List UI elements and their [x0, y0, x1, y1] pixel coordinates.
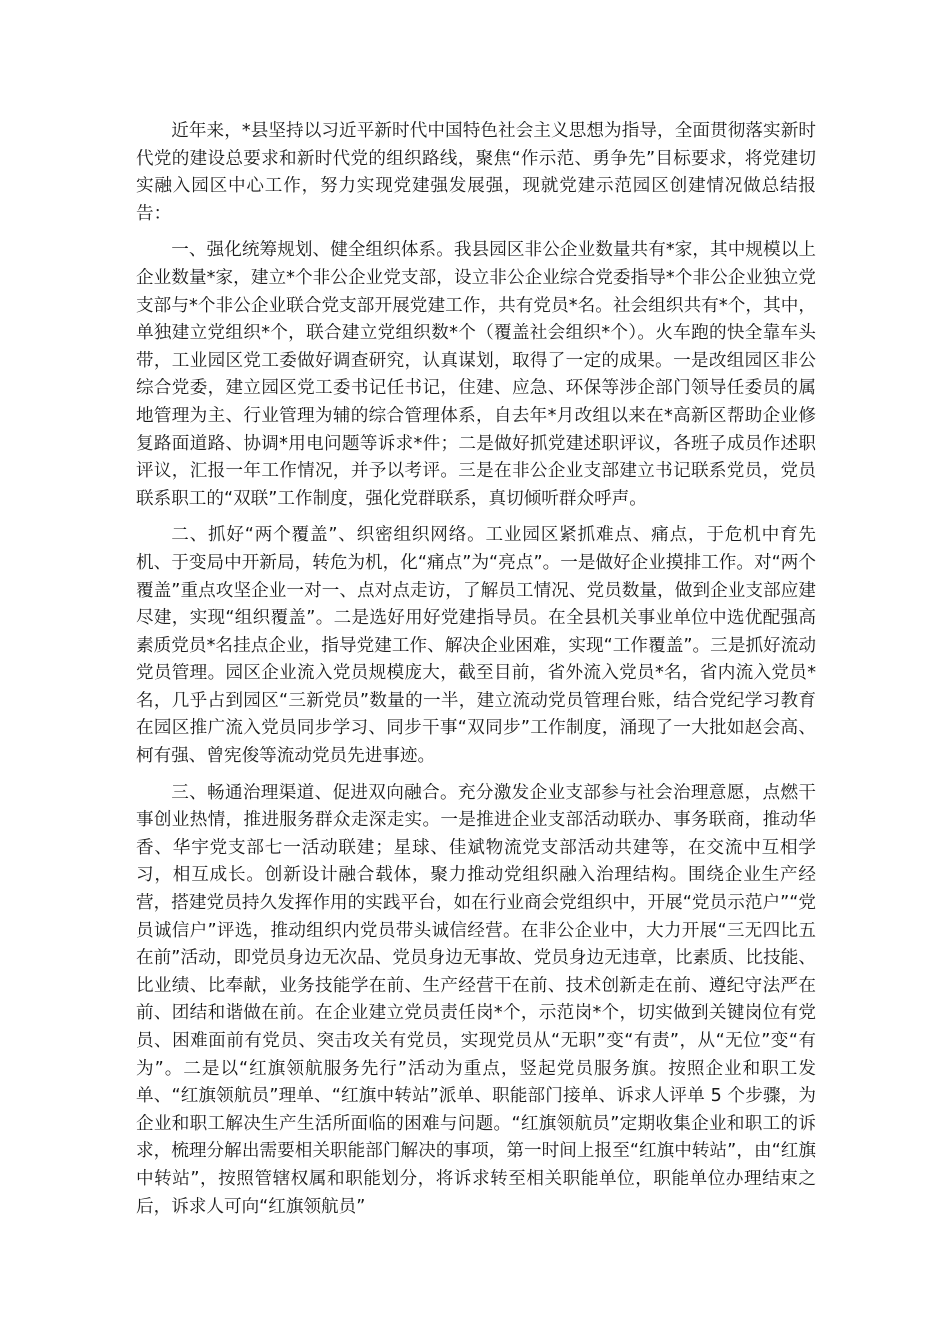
paragraph-section-3: 三、畅通治理渠道、促进双向融合。充分激发企业支部参与社会治理意愿，点燃干事创业热情，推进服务群众走深走实。一是推进企业支部活动联办、事务联商，推动华香、华宇党支部七一活动联建；星球、佳斌物流党支部活动共建等，在交流中互相学习，相互成长。创新设计融合载体，聚力推动党组织融入治理结构。围绕企业生产经营，搭建党员持久发挥作用的实践平台，如在行业商会党组织中，开展“党员示范户”“党员诚信户”评选，推动组织内党员带头诚信经营。在非公企业中，大力开展“三无四比五在前”活动，即党员身边无次品、党员身边无事故、党员身边无违章，比素质、比技能、比业绩、比奉献，业务技能学在前、生产经营干在前、技术创新走在前、遵纪守法严在前、团结和谐做在前。在企业建立党员责任岗*个，示范岗*个，切实做到关键岗位有党员、困难面前有党员、突击攻关有党员，实现党员从“无职”变“有责”，从“无位”变“有为”。二是以“红旗领航服务先行”活动为重点，竖起党员服务旗。按照企业和职工发单、“红旗领航员”理单、“红旗中转站”派单、职能部门接单、诉求人评单 5 个步骤，为企业和职工解决生产生活所面临的困难与问题。“红旗领航员”定期收集企业和职工的诉求，梳理分解出需要相关职能部门解决的事项，第一时间上报至“红旗中转站”，由“红旗中转站”，按照管辖权属和职能划分，将诉求转至相关职能单位，职能单位办理结束之后，诉求人可向“红旗领航员” — [136, 782, 816, 1217]
document-page — [136, 118, 816, 1230]
paragraph-intro: 近年来，*县坚持以习近平新时代中国特色社会主义思想为指导，全面贯彻落实新时代党的建设总要求和新时代党的组织路线，聚焦“作示范、勇争先”目标要求，将党建切实融入园区中心工作，努力实现党建强发展强，现就党建示范园区创建情况做总结报告： — [136, 121, 816, 224]
paragraph-section-2: 二、抓好“两个覆盖”、织密组织网络。工业园区紧抓难点、痛点，于危机中育先机、于变局中开新局，转危为机，化“痛点”为“亮点”。一是做好企业摸排工作。对“两个覆盖”重点攻坚企业一对一、点对点走访，了解员工情况、党员数量，做到企业支部应建尽建，实现“组织覆盖”。二是选好用好党建指导员。在全县机关事业单位中选优配强高素质党员*名挂点企业，指导党建工作、解决企业困难，实现“工作覆盖”。三是抓好流动党员管理。园区企业流入党员规模庞大，截至目前，省外流入党员*名，省内流入党员*名，几乎占到园区“三新党员”数量的一半，建立流动党员管理台账，结合党纪学习教育在园区推广流入党员同步学习、同步干事“双同步”工作制度，涌现了一大批如赵会高、柯有强、曾宪俊等流动党员先进事迹。 — [136, 525, 816, 767]
paragraph-section-1: 一、强化统筹规划、健全组织体系。我县园区非公企业数量共有*家，其中规模以上企业数量*家，建立*个非公企业党支部，设立非公企业综合党委指导*个非公企业独立党支部与*个非公企业联合党支部开展党建工作，共有党员*名。社会组织共有*个，其中，单独建立党组织*个，联合建立党组织数*个（覆盖社会组织*个）。火车跑的快全靠车头带，工业园区党工委做好调查研究，认真谋划，取得了一定的成果。一是改组园区非公综合党委，建立园区党工委书记任书记，住建、应急、环保等涉企部门领导任委员的属地管理为主、行业管理为辅的综合管理体系，自去年*月改组以来在*高新区帮助企业修复路面道路、协调*用电问题等诉求*件；二是做好抓党建述职评议，各班子成员作述职评议，汇报一年工作情况，并予以考评。三是在非公企业支部建立书记联系党员，党员联系职工的“双联”工作制度，强化党群联系，真切倾听群众呼声。 — [136, 240, 816, 509]
